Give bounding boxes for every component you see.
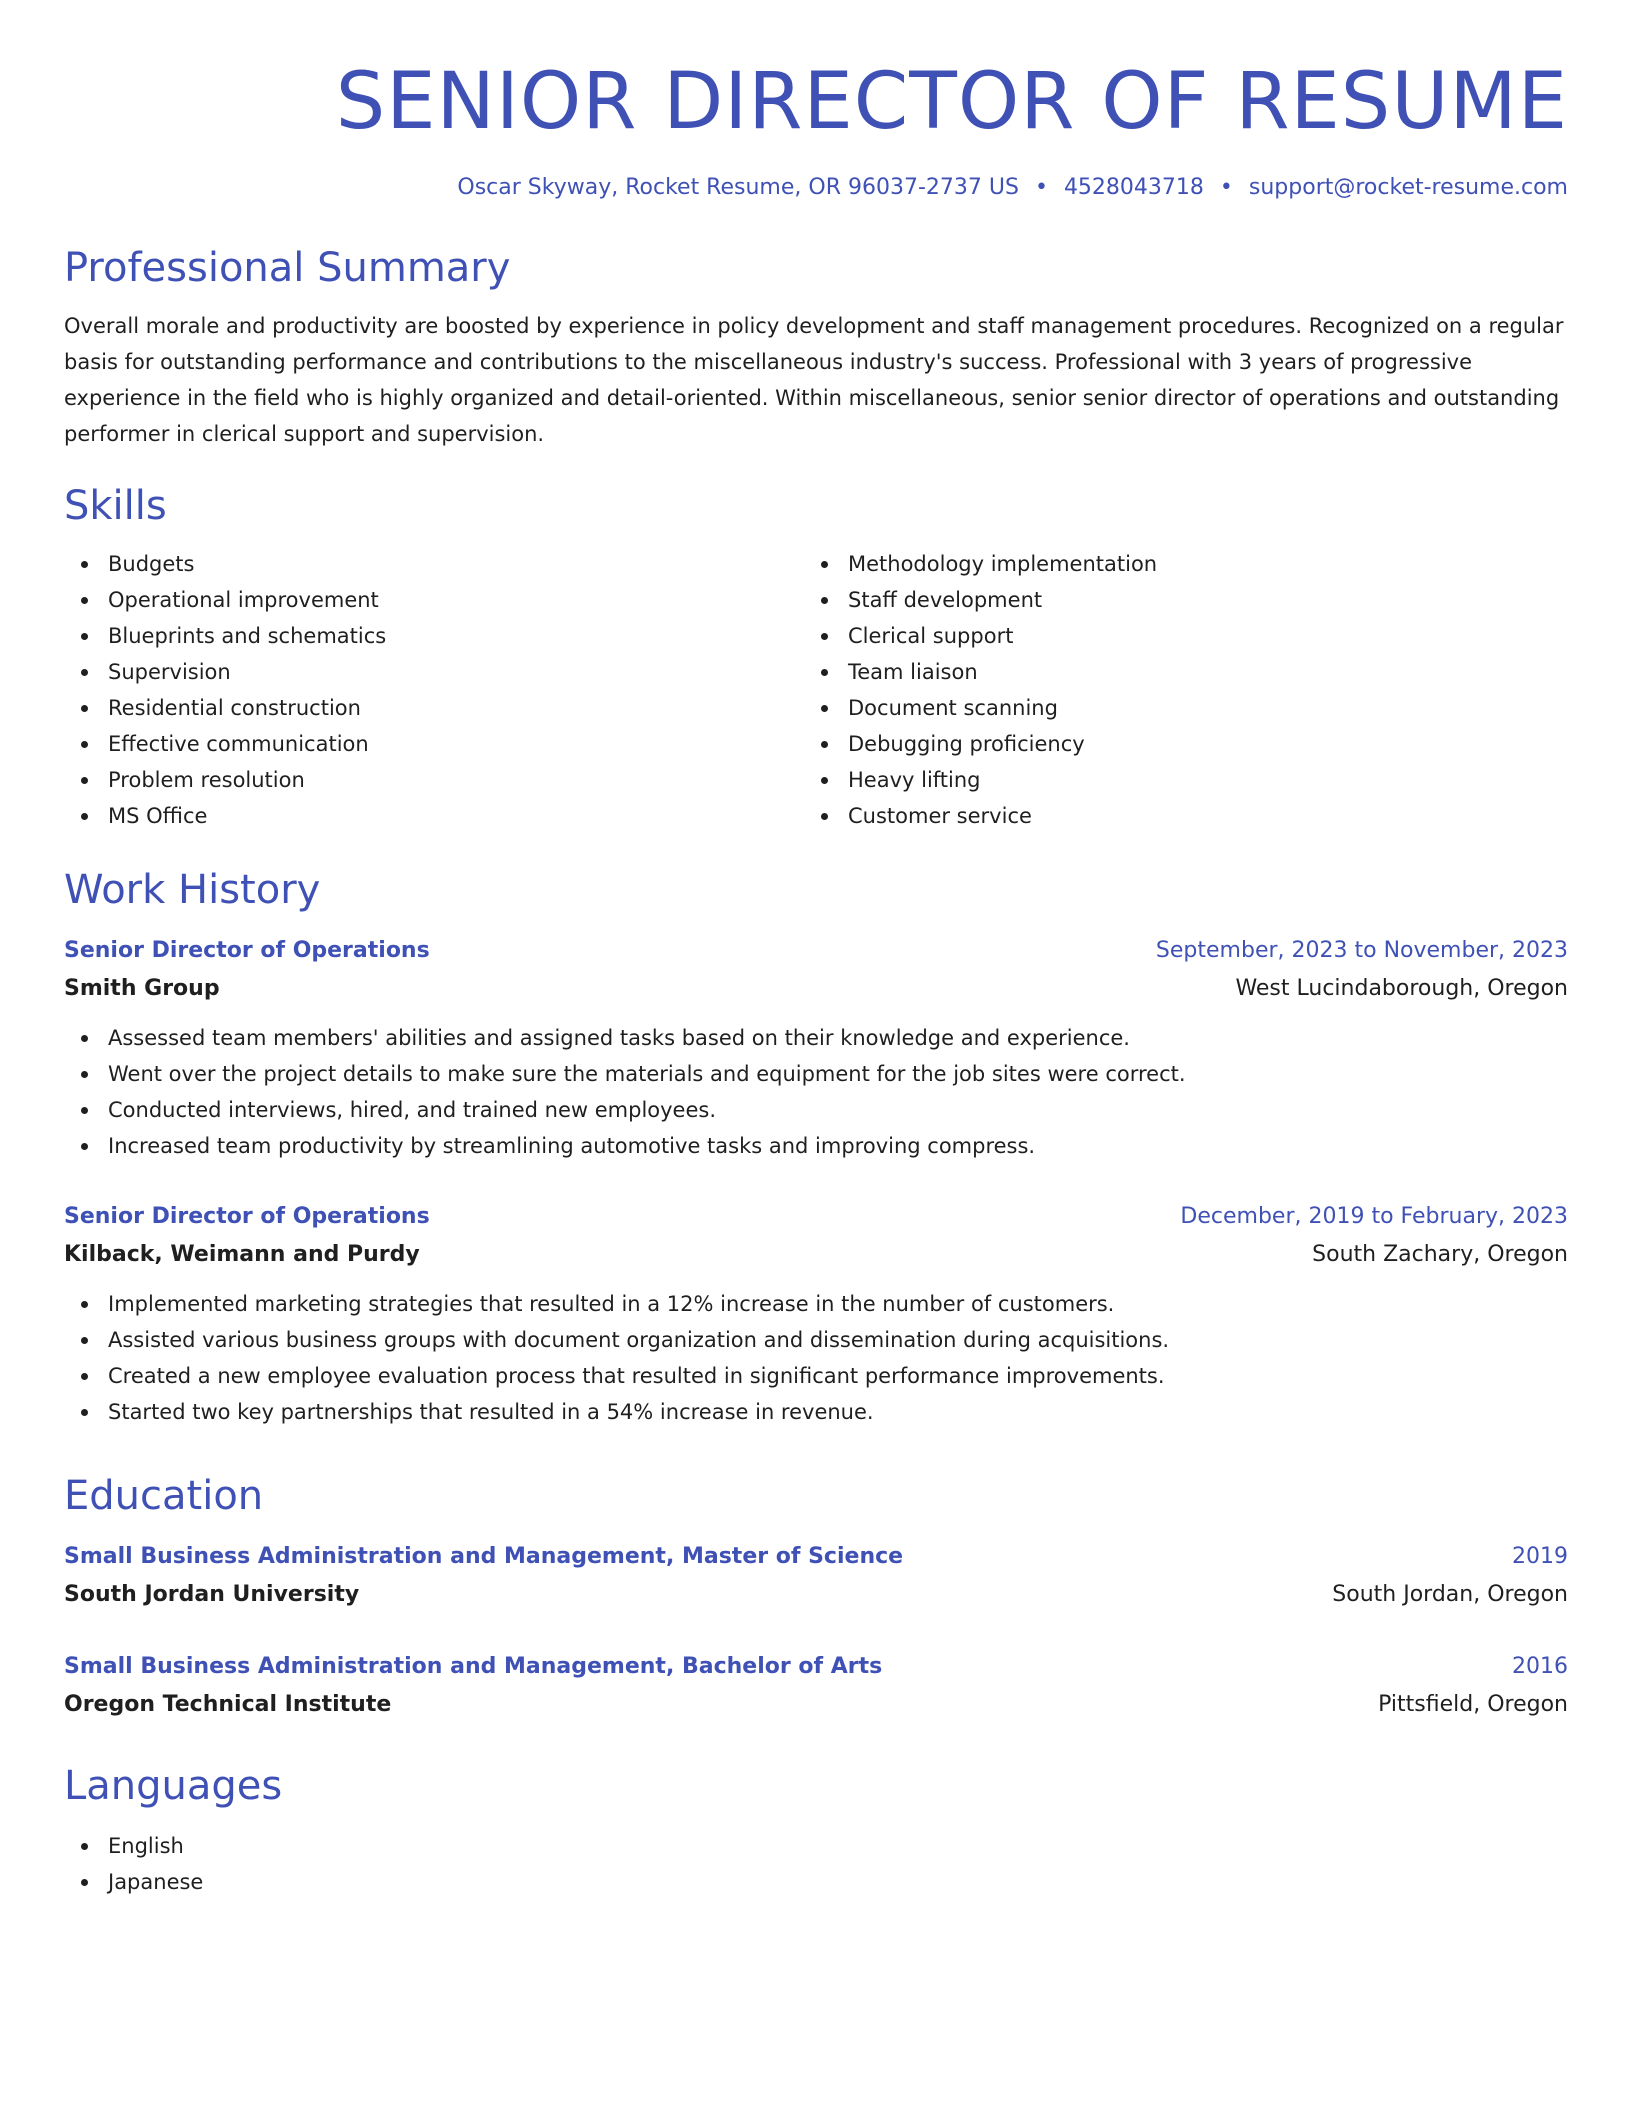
education-school-row xyxy=(64,1686,1568,1724)
education-degree: Small Business Administration and Management, Master of Science xyxy=(64,1544,904,1569)
job-dates: December, 2019 to February, 2023 xyxy=(1180,1204,1568,1229)
education-location: South Jordan, Oregon xyxy=(1332,1582,1568,1607)
job-bullet: Created a new employee evaluation process that resulted in significant performance improvements. xyxy=(64,1358,1568,1394)
job-bullets xyxy=(64,1020,1568,1164)
education-degree-row xyxy=(64,1538,1568,1576)
language-item: Japanese xyxy=(64,1864,1568,1900)
skill-item: Blueprints and schematics xyxy=(64,618,804,654)
job-company: Kilback, Weimann and Purdy xyxy=(64,1242,420,1267)
section-title-work: Work History xyxy=(64,867,321,913)
job-entry xyxy=(64,1198,1568,1430)
job-bullet: Started two key partnerships that resulted in a 54% increase in revenue. xyxy=(64,1394,1568,1430)
education-school: South Jordan University xyxy=(64,1582,360,1607)
skill-item: Team liaison xyxy=(804,654,1544,690)
job-bullets xyxy=(64,1286,1568,1430)
skill-item: Operational improvement xyxy=(64,582,804,618)
section-title-languages: Languages xyxy=(64,1763,283,1809)
education-degree-row xyxy=(64,1648,1568,1686)
education-degree: Small Business Administration and Management, Bachelor of Arts xyxy=(64,1654,883,1679)
skills-column-left xyxy=(64,546,804,834)
job-bullet: Increased team productivity by streamlining automotive tasks and improving compress. xyxy=(64,1128,1568,1164)
contact-separator: • xyxy=(1034,175,1048,200)
job-company-row xyxy=(64,970,1568,1008)
languages-section xyxy=(64,1760,1568,1900)
languages-list xyxy=(64,1828,1568,1900)
education-school: Oregon Technical Institute xyxy=(64,1692,392,1717)
contact-address: Oscar Skyway, Rocket Resume, OR 96037-2737 US xyxy=(457,175,1019,200)
summary-text: Overall morale and productivity are boosted by experience in policy development and staff management procedures. Recognized on a regular basis for outstanding performance and contributions to the miscellaneous industry's success. Professional with 3 years of progressive experience in the field who is highly organized and detail-oriented. Within miscellaneous, senior senior director of operations and outstanding performer in clerical support and supervision. xyxy=(64,314,1564,446)
education-section xyxy=(64,1470,1568,1724)
contact-separator: • xyxy=(1219,175,1233,200)
skills-list-right xyxy=(804,546,1544,834)
job-bullet: Conducted interviews, hired, and trained new employees. xyxy=(64,1092,1568,1128)
resume-header xyxy=(64,52,1568,204)
skills-column-right xyxy=(804,546,1544,834)
contact-email: support@rocket-resume.com xyxy=(1248,175,1568,200)
skill-item: MS Office xyxy=(64,798,804,834)
contact-line xyxy=(64,172,1568,204)
skill-item: Clerical support xyxy=(804,618,1544,654)
skill-item: Supervision xyxy=(64,654,804,690)
section-title-skills: Skills xyxy=(64,483,167,529)
job-location: West Lucindaborough, Oregon xyxy=(1235,976,1568,1001)
job-role: Senior Director of Operations xyxy=(64,1204,430,1229)
skill-item: Document scanning xyxy=(804,690,1544,726)
job-entry xyxy=(64,932,1568,1164)
job-location: South Zachary, Oregon xyxy=(1312,1242,1568,1267)
skill-item: Methodology implementation xyxy=(804,546,1544,582)
job-company-row xyxy=(64,1236,1568,1274)
education-entry xyxy=(64,1538,1568,1614)
job-company: Smith Group xyxy=(64,976,220,1001)
job-bullet: Assisted various business groups with document organization and dissemination during acquisitions. xyxy=(64,1322,1568,1358)
job-bullet: Assessed team members' abilities and assigned tasks based on their knowledge and experience. xyxy=(64,1020,1568,1056)
job-role: Senior Director of Operations xyxy=(64,938,430,963)
skill-item: Budgets xyxy=(64,546,804,582)
section-title-summary: Professional Summary xyxy=(64,245,511,291)
job-bullet: Implemented marketing strategies that resulted in a 12% increase in the number of customers. xyxy=(64,1286,1568,1322)
skills-grid xyxy=(64,546,1568,834)
professional-summary-section xyxy=(64,242,1568,452)
candidate-name: SENIOR DIRECTOR OF RESUME xyxy=(335,57,1568,147)
education-entry xyxy=(64,1648,1568,1724)
skills-list-left xyxy=(64,546,804,834)
job-dates: September, 2023 to November, 2023 xyxy=(1155,938,1568,963)
job-title-row xyxy=(64,932,1568,970)
education-location: Pittsfield, Oregon xyxy=(1378,1692,1568,1717)
skill-item: Effective communication xyxy=(64,726,804,762)
language-item: English xyxy=(64,1828,1568,1864)
education-year: 2016 xyxy=(1512,1654,1568,1679)
contact-phone: 4528043718 xyxy=(1063,175,1204,200)
education-year: 2019 xyxy=(1512,1544,1568,1569)
skill-item: Debugging proficiency xyxy=(804,726,1544,762)
section-title-education: Education xyxy=(64,1473,264,1519)
skill-item: Problem resolution xyxy=(64,762,804,798)
job-bullet: Went over the project details to make sure the materials and equipment for the job sites were correct. xyxy=(64,1056,1568,1092)
job-title-row xyxy=(64,1198,1568,1236)
work-history-section xyxy=(64,864,1568,1430)
skills-section xyxy=(64,480,1568,834)
skill-item: Customer service xyxy=(804,798,1544,834)
skill-item: Staff development xyxy=(804,582,1544,618)
skill-item: Heavy lifting xyxy=(804,762,1544,798)
skill-item: Residential construction xyxy=(64,690,804,726)
education-school-row xyxy=(64,1576,1568,1614)
